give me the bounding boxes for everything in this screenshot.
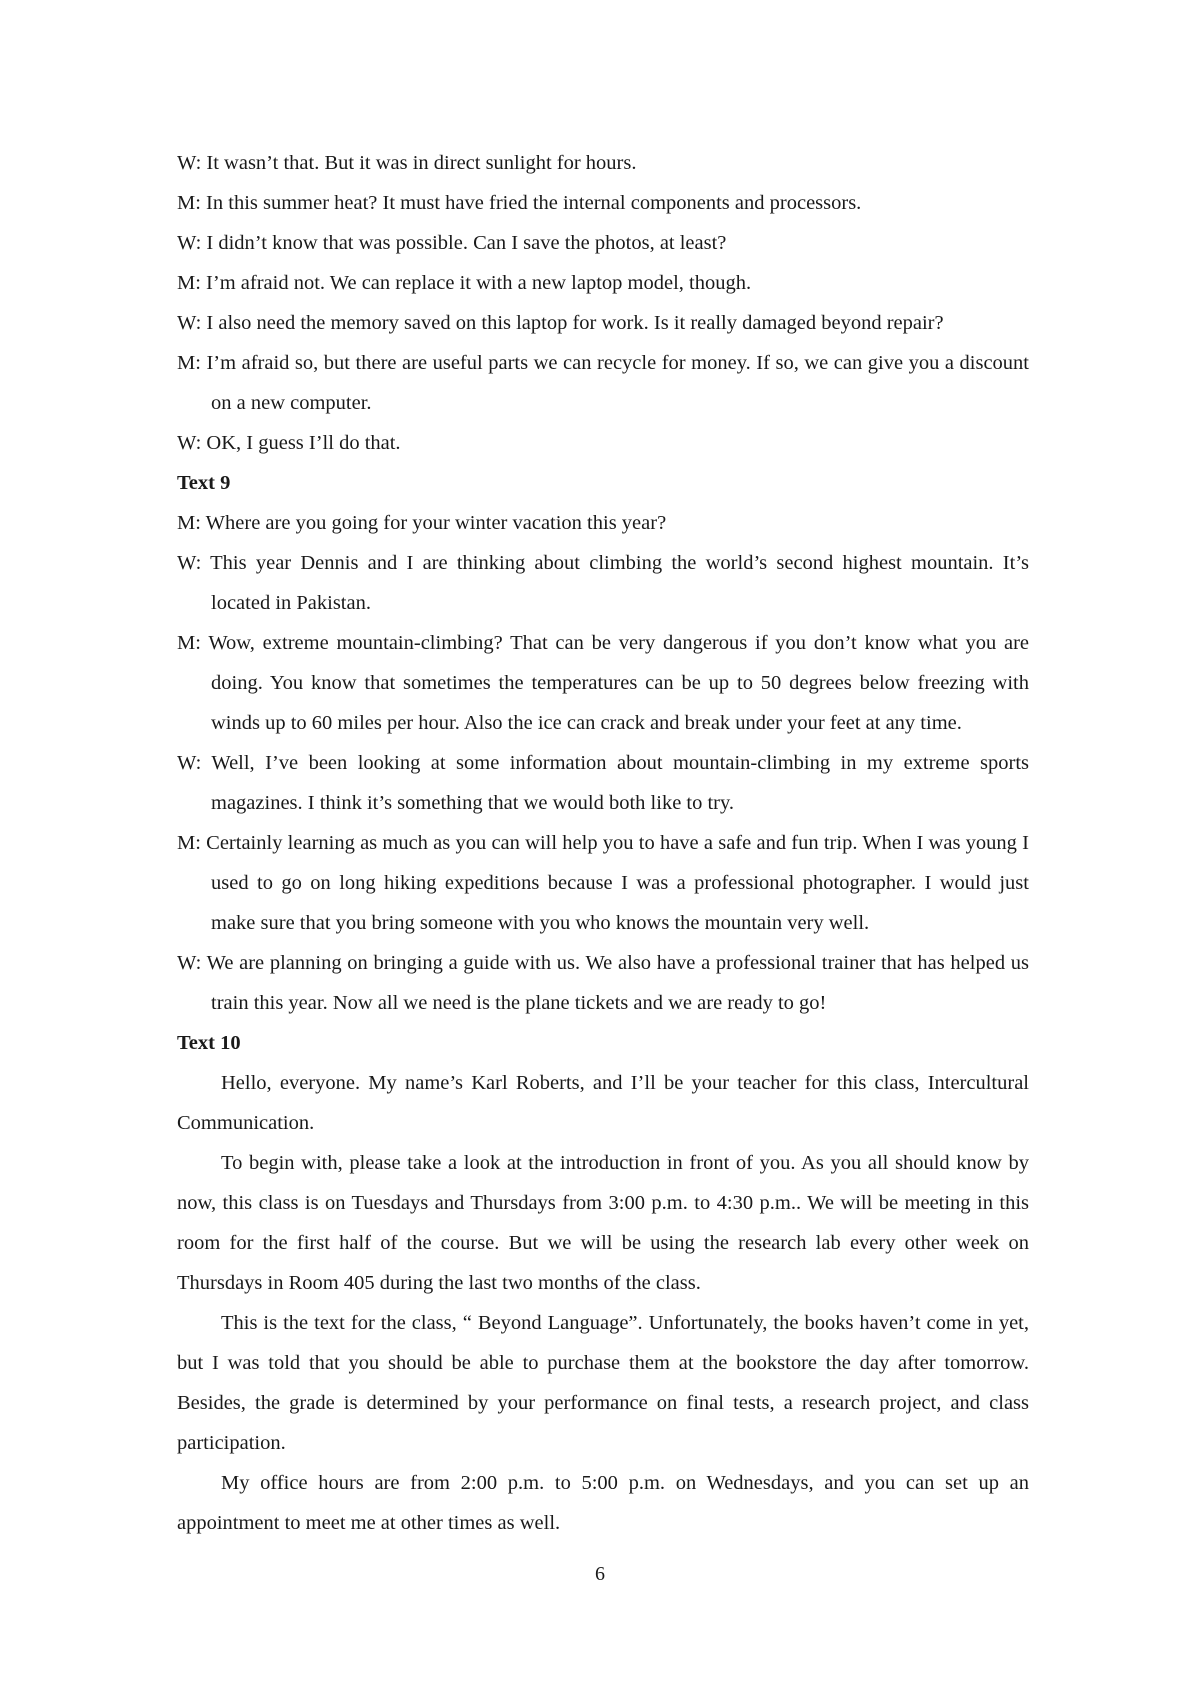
section-heading-text9: Text 9 — [177, 472, 231, 494]
dialogue-line: M: Wow, extreme mountain-climbing? That can be very dangerous if you don’t know what you are doing. You know that sometimes the temperatures can be up to 50 degrees below freezing with winds up to 60 miles per hour. Also the ice can crack and break under your feet at any time. — [177, 632, 1029, 734]
dialogue-line: W: It wasn’t that. But it was in direct sunlight for hours. — [177, 152, 637, 174]
dialogue-line: W: This year Dennis and I are thinking about climbing the world’s second highest mountain. It’s located in Pakistan. — [177, 552, 1029, 614]
dialogue-line: M: Certainly learning as much as you can will help you to have a safe and fun trip. When I was young I used to go on long hiking expeditions because I was a professional photographer. I would just make sure that you bring someone with you who knows the mountain very well. — [177, 832, 1029, 934]
dialogue-line: M: I’m afraid so, but there are useful parts we can recycle for money. If so, we can give you a discount on a new computer. — [177, 352, 1029, 414]
paragraph: Hello, everyone. My name’s Karl Roberts, and I’ll be your teacher for this class, Intercultural Communication. — [177, 1072, 1029, 1134]
dialogue-line: M: I’m afraid not. We can replace it with a new laptop model, though. — [177, 272, 752, 294]
document-page — [177, 143, 1029, 1543]
paragraph: This is the text for the class, “ Beyond Language”. Unfortunately, the books haven’t come in yet, but I was told that you should be able to purchase them at the bookstore the day after tomorrow. Besides, the grade is determined by your performance on final tests, a research project, and class participation. — [177, 1312, 1029, 1454]
dialogue-line: W: OK, I guess I’ll do that. — [177, 432, 401, 454]
dialogue-line: W: Well, I’ve been looking at some information about mountain-climbing in my extreme sports magazines. I think it’s something that we would both like to try. — [177, 752, 1029, 814]
paragraph: My office hours are from 2:00 p.m. to 5:00 p.m. on Wednesdays, and you can set up an appointment to meet me at other times as well. — [177, 1472, 1029, 1534]
dialogue-line: M: Where are you going for your winter vacation this year? — [177, 512, 667, 534]
page-number: 6 — [595, 1563, 605, 1585]
dialogue-line: W: We are planning on bringing a guide with us. We also have a professional trainer that has helped us train this year. Now all we need is the plane tickets and we are ready to go! — [177, 952, 1029, 1014]
dialogue-line: M: In this summer heat? It must have fried the internal components and processors. — [177, 192, 862, 214]
paragraph: To begin with, please take a look at the introduction in front of you. As you all should know by now, this class is on Tuesdays and Thursdays from 3:00 p.m. to 4:30 p.m.. We will be meeting in this room for the first half of the course. But we will be using the research lab every other week on Thursdays in Room 405 during the last two months of the class. — [177, 1152, 1029, 1294]
section-heading-text10: Text 10 — [177, 1032, 241, 1054]
dialogue-line: W: I also need the memory saved on this laptop for work. Is it really damaged beyond repair? — [177, 312, 944, 334]
dialogue-line: W: I didn’t know that was possible. Can I save the photos, at least? — [177, 232, 727, 254]
